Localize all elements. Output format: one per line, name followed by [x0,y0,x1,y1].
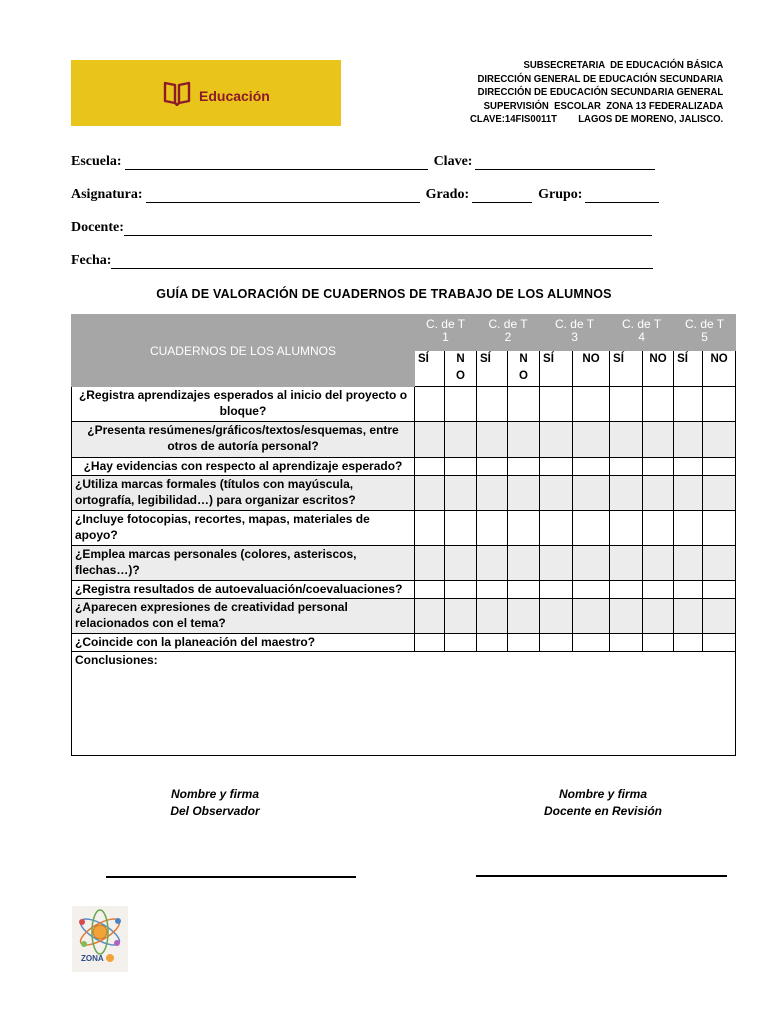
zona-logo-text: ZONA [81,954,104,963]
answer-cell[interactable] [674,581,703,599]
table-row [72,476,736,511]
answer-cell[interactable] [573,581,610,599]
yes-header: SÍ [477,351,508,387]
fecha-field[interactable] [111,255,653,269]
answer-cell[interactable] [610,511,643,546]
answer-cell[interactable] [643,581,674,599]
header-line: DIRECCIÓN GENERAL DE EDUCACIÓN SECUNDARIA [477,73,723,85]
answer-cell[interactable] [508,511,540,546]
table-row [72,581,736,599]
zona-escolar-logo-icon [72,906,128,972]
yes-header: SÍ [415,351,445,387]
answer-cell[interactable] [508,458,540,476]
question-cell: ¿Presenta resúmenes/gráficos/textos/esquemas, entre otros de autoría personal? [72,422,415,458]
no-header: NO [573,351,610,387]
answer-cell[interactable] [610,581,643,599]
form-row-asignatura [71,187,665,203]
header-line: DIRECCIÓN DE EDUCACIÓN SECUNDARIA GENERAL [477,87,723,99]
answer-cell[interactable] [445,546,477,581]
answer-cell[interactable] [477,458,508,476]
answer-cell[interactable] [415,422,445,458]
no-header: NO [703,351,736,387]
answer-cell[interactable] [508,581,540,599]
answer-cell[interactable] [610,476,643,511]
table-row [72,458,736,476]
answer-cell[interactable] [540,634,573,652]
answer-cell[interactable] [643,387,674,422]
asignatura-label: Asignatura: [71,187,143,202]
table-row [72,511,736,546]
signature-line1: Nombre y firma [170,787,260,801]
conclusions-row [72,652,736,756]
form-row-escuela [71,154,661,170]
column-title: C. de T [488,317,528,331]
answer-cell[interactable] [445,581,477,599]
header-line: SUBSECRETARIA DE EDUCACIÓN BÁSICA [523,60,723,71]
no-header: N O [508,351,540,387]
question-cell: ¿Utiliza marcas formales (títulos con mayúscula, ortografía, legibilidad…) para organizar escritos? [72,476,415,511]
yes-header: SÍ [610,351,643,387]
answer-cell[interactable] [477,634,508,652]
answer-cell[interactable] [540,546,573,581]
no-header: N O [445,351,477,387]
open-book-icon [163,80,191,111]
column-title: C. de T [685,317,725,331]
logo-text: Educación [199,87,270,104]
table-header-label: CUADERNOS DE LOS ALUMNOS [72,315,415,387]
answer-cell[interactable] [573,599,610,634]
answer-cell[interactable] [610,634,643,652]
answer-cell[interactable] [508,387,540,422]
answer-cell[interactable] [445,458,477,476]
column-header-2 [477,315,540,351]
clave-label: Clave: [433,154,473,169]
column-title: C. de T [621,317,662,331]
conclusions-label: Conclusiones: [75,653,158,667]
answer-cell[interactable] [508,634,540,652]
signature-line2: Del Observador [170,804,260,818]
answer-cell[interactable] [540,581,573,599]
answer-cell[interactable] [573,458,610,476]
answer-cell[interactable] [703,581,736,599]
column-number: 3 [571,330,578,344]
answer-cell[interactable] [477,581,508,599]
answer-cell[interactable] [540,458,573,476]
answer-cell[interactable] [445,387,477,422]
answer-cell[interactable] [540,387,573,422]
answer-cell[interactable] [445,422,477,458]
answer-cell[interactable] [643,422,674,458]
answer-cell[interactable] [415,511,445,546]
answer-cell[interactable] [674,634,703,652]
table-row [72,422,736,458]
answer-cell[interactable] [610,546,643,581]
evaluation-table [71,314,736,756]
answer-cell[interactable] [415,546,445,581]
answer-cell[interactable] [508,546,540,581]
column-number: 5 [701,330,708,344]
table-row [72,546,736,581]
docente-field[interactable] [124,222,652,236]
escuela-label: Escuela: [71,154,122,169]
column-number: 1 [442,330,449,344]
answer-cell[interactable] [703,458,736,476]
institution-header [470,59,723,127]
question-cell: ¿Registra aprendizajes esperados al inicio del proyecto o bloque? [72,387,415,422]
answer-cell[interactable] [703,546,736,581]
question-cell: ¿Aparecen expresiones de creatividad personal relacionados con el tema? [72,599,415,634]
header-line: SUPERVISIÓN ESCOLAR ZONA 13 FEDERALIZADA [483,100,723,112]
answer-cell[interactable] [508,599,540,634]
answer-cell[interactable] [445,599,477,634]
answer-cell[interactable] [508,422,540,458]
answer-cell[interactable] [573,511,610,546]
form-row-docente [71,220,658,236]
answer-cell[interactable] [477,387,508,422]
answer-cell[interactable] [415,387,445,422]
form-row-fecha [71,253,659,269]
question-cell: ¿Hay evidencias con respecto al aprendizaje esperado? [72,458,415,476]
signature-line1: Nombre y firma [558,787,648,801]
answer-cell[interactable] [445,476,477,511]
observer-signature-line[interactable] [106,876,356,878]
answer-cell[interactable] [573,422,610,458]
answer-cell[interactable] [573,634,610,652]
answer-cell[interactable] [643,511,674,546]
asignatura-field[interactable] [146,189,420,203]
header-line: CLAVE:14FIS0011T LAGOS DE MORENO, JALISCO. [469,114,723,126]
answer-cell[interactable] [610,458,643,476]
table-row [72,634,736,652]
answer-cell[interactable] [540,599,573,634]
answer-cell[interactable] [703,599,736,634]
grado-label: Grado: [425,187,470,202]
clave-field[interactable] [475,156,655,170]
answer-cell[interactable] [674,546,703,581]
no-header: NO [643,351,674,387]
yes-header: SÍ [674,351,703,387]
answer-cell[interactable] [610,599,643,634]
answer-cell[interactable] [477,422,508,458]
column-header-1 [415,315,477,351]
answer-cell[interactable] [643,634,674,652]
answer-cell[interactable] [415,458,445,476]
answer-cell[interactable] [477,511,508,546]
answer-cell[interactable] [643,546,674,581]
answer-cell[interactable] [540,422,573,458]
answer-cell[interactable] [703,634,736,652]
answer-cell[interactable] [445,634,477,652]
question-cell: ¿Incluye fotocopias, recortes, mapas, materiales de apoyo? [72,511,415,546]
answer-cell[interactable] [573,546,610,581]
answer-cell[interactable] [477,599,508,634]
answer-cell[interactable] [415,476,445,511]
answer-cell[interactable] [540,511,573,546]
answer-cell[interactable] [573,476,610,511]
column-number: 4 [638,330,645,344]
answer-cell[interactable] [674,387,703,422]
docente-label: Docente: [71,220,124,235]
answer-cell[interactable] [508,476,540,511]
answer-cell[interactable] [674,511,703,546]
question-cell: ¿Coincide con la planeación del maestro? [72,634,415,652]
answer-cell[interactable] [674,476,703,511]
grado-field[interactable] [472,189,532,203]
answer-cell[interactable] [415,581,445,599]
answer-cell[interactable] [477,476,508,511]
conclusions-field[interactable] [72,652,736,756]
answer-cell[interactable] [643,599,674,634]
answer-cell[interactable] [415,599,445,634]
answer-cell[interactable] [610,387,643,422]
answer-cell[interactable] [415,634,445,652]
answer-cell[interactable] [643,458,674,476]
educacion-logo [71,60,341,126]
question-cell: ¿Registra resultados de autoevaluación/coevaluaciones? [72,581,415,599]
answer-cell[interactable] [674,422,703,458]
answer-cell[interactable] [674,458,703,476]
answer-cell[interactable] [477,546,508,581]
answer-cell[interactable] [703,476,736,511]
column-number: 2 [504,330,512,344]
column-header-3 [540,315,610,351]
teacher-signature-line[interactable] [476,875,727,877]
answer-cell[interactable] [445,511,477,546]
answer-cell[interactable] [610,422,643,458]
yes-header: SÍ [540,351,573,387]
grupo-field[interactable] [585,189,659,203]
question-cell: ¿Emplea marcas personales (colores, asteriscos, flechas…)? [72,546,415,581]
table-row [72,599,736,634]
answer-cell[interactable] [674,599,703,634]
answer-cell[interactable] [703,387,736,422]
answer-cell[interactable] [573,387,610,422]
signature-line2: Docente en Revisión [543,804,663,818]
column-header-5 [674,315,736,351]
escuela-field[interactable] [125,156,428,170]
column-title: C. de T [554,317,595,331]
column-header-4 [610,315,674,351]
table-row [72,387,736,422]
fecha-label: Fecha: [71,253,112,268]
observer-signature-label [150,786,280,820]
answer-cell[interactable] [703,511,736,546]
answer-cell[interactable] [703,422,736,458]
answer-cell[interactable] [540,476,573,511]
column-title: C. de T [425,317,466,331]
guide-title: GUÍA DE VALORACIÓN DE CUADERNOS DE TRABAJO DE LOS ALUMNOS [156,287,612,301]
grupo-label: Grupo: [538,187,583,202]
answer-cell[interactable] [643,476,674,511]
teacher-signature-label [538,786,668,820]
